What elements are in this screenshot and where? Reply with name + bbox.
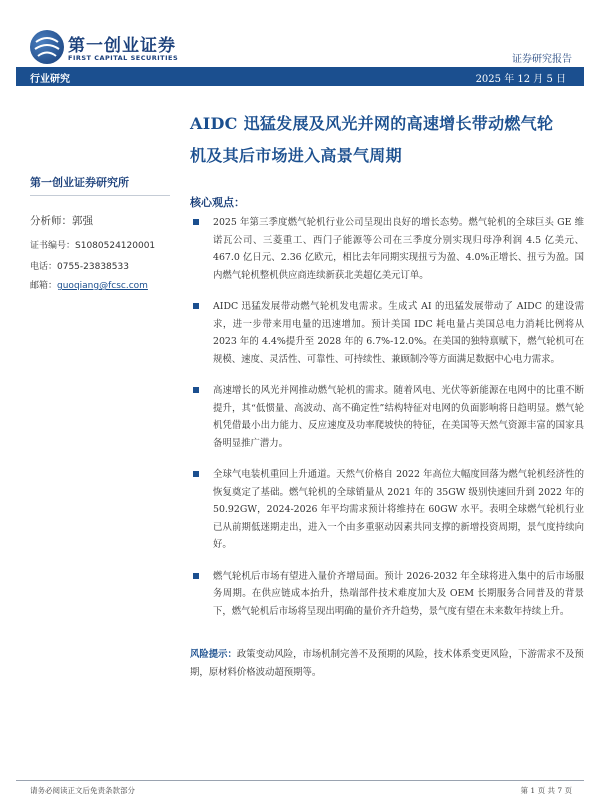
bullet-marker-icon (193, 303, 199, 309)
risk-label: 风险提示： (190, 649, 237, 660)
bullet-marker-icon (193, 387, 199, 393)
company-logo-icon (30, 30, 64, 64)
bullet-marker-icon (193, 219, 199, 225)
bullet-text: AIDC 迅猛发展带动燃气轮机发电需求。生成式 AI 的迅猛发展带动了 AIDC 的建设需求，进一步带来用电量的迅速增加。预计美国 IDC 耗电量占美国总电力消耗比例将从 2023 年的 4.4%提升至 2028 年的 6.7%-12.0%。在美国的独特禀赋下，燃气轮机可在规模、速度、灵活性、可靠性、可持续性、兼顾制冷等方面满足数据中心电力需求。 (213, 301, 585, 365)
page-number: 第 1 页 共 7 页 (520, 786, 572, 795)
report-category: 行业研究 (30, 74, 70, 85)
bullet-marker-icon (193, 471, 199, 477)
footer-divider (16, 780, 584, 781)
report-date: 2025 年 12 月 5 日 (475, 74, 566, 85)
analyst-name: 分析师：郭强 (30, 215, 93, 227)
bullet-text: 高速增长的风光并网推动燃气轮机的需求。随着风电、光伏等新能源在电网中的比重不断提升，其“低惯量、高波动、高不确定性”结构特征对电网的负面影响将日趋明显。燃气轮机凭借最小出力能力、反应速度及功率爬坡快的特征，在美国等天然气资源丰富的国家具备明显推广潜力。 (213, 385, 584, 449)
list-item (188, 214, 584, 284)
title-line: AIDC 迅猛发展及风光并网的高速增长带动燃气轮 (190, 114, 554, 133)
brand-name-en: FIRST CAPITAL SECURITIES (68, 54, 179, 62)
core-views-heading: 核心观点： (190, 196, 245, 209)
header-bar (16, 67, 584, 86)
list-item (188, 568, 584, 621)
core-views-list (188, 214, 584, 620)
email-link[interactable]: guoqiang@fcsc.com (57, 281, 148, 291)
report-type-label: 证券研究报告 (512, 54, 572, 65)
list-item (188, 382, 584, 452)
list-item (188, 466, 584, 554)
title-line: 机及其后市场进入高景气周期 (190, 146, 402, 165)
email-label: 邮箱： (30, 281, 58, 291)
analyst-phone: 电话：0755-23838533 (30, 262, 129, 272)
bullet-text: 全球气电装机重回上升通道。天然气价格自 2022 年高位大幅度回落为燃气轮机经济性的恢复奠定了基础。燃气轮机的全球销量从 2021 年的 35GW 级别快速回升到 2022 年的 50.92GW，2024-2026 年平均需求预计将维持在 60GW 水平。表明全球燃气轮机行业已从前期低迷期走出，进入一个由多重驱动因素共同支撑的新增投资周期，景气度持续向好。 (213, 469, 584, 550)
report-title (190, 108, 582, 172)
analyst-cert: 证书编号：S1080524120001 (30, 241, 156, 251)
institute-name: 第一创业证券研究所 (30, 176, 129, 189)
bullet-text: 2025 年第三季度燃气轮机行业公司呈现出良好的增长态势。燃气轮机的全球巨头 GE 维诺瓦公司、三菱重工、西门子能源等公司在三季度分别实现归母净利润 4.5 亿美元、467.0 亿日元、2.36 亿欧元，相比去年同期实现扭亏为盈、4.0%正增长、扭亏为盈。国内燃气轮机整机供应商连续新获北美超亿美元订单。 (213, 217, 584, 281)
list-item (188, 298, 584, 368)
risk-warning (190, 646, 584, 681)
bullet-marker-icon (193, 573, 199, 579)
footer-disclaimer: 请务必阅读正文后免责条款部分 (30, 786, 135, 795)
analyst-email (30, 278, 148, 291)
bullet-text: 燃气轮机后市场有望进入量价齐增局面。预计 2026-2032 年全球将进入集中的后市场服务周期。在供应链成本抬升，热端部件技术难度加大及 OEM 长期服务合同普及的背景下，燃气轮机后市场将呈现出明确的量价齐升趋势，景气度有望在未来数年持续上升。 (213, 570, 584, 617)
sidebar-divider (30, 195, 170, 196)
risk-text: 政策变动风险，市场机制完善不及预期的风险，技术体系变更风险，下游需求不及预期，原材料价格波动超预期等。 (190, 649, 584, 678)
brand-name-cn: 第一创业证券 (68, 36, 176, 56)
